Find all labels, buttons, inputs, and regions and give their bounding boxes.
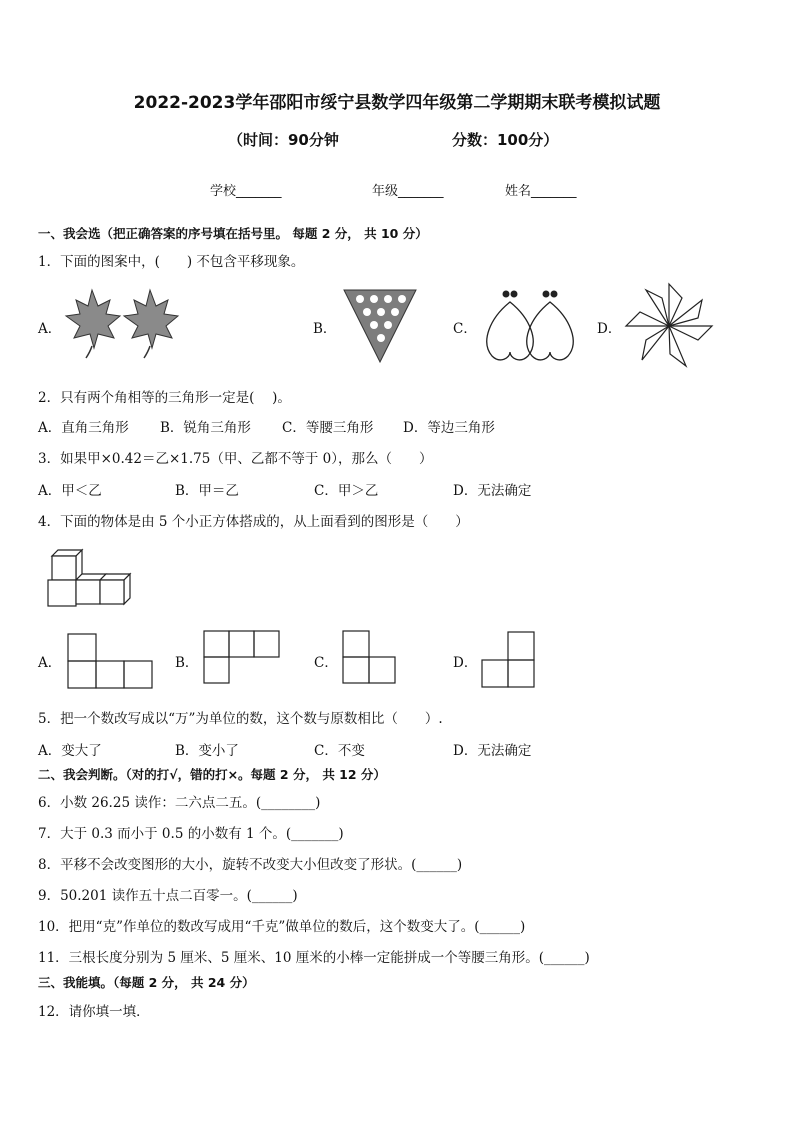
- option-label: B．: [313, 321, 337, 337]
- option-b: B．锐角三角形: [160, 420, 251, 436]
- triangle-with-flowers-icon: [342, 288, 418, 364]
- question-12: 12．请你填一填．: [38, 1004, 150, 1020]
- question-2: 2．只有两个角相等的三角形一定是( )。: [38, 390, 291, 406]
- option-label: D．: [597, 321, 622, 337]
- total-score: 分数：100分）: [452, 131, 559, 149]
- option-b: B．甲＝乙: [175, 483, 239, 499]
- option-label: A．: [38, 655, 62, 671]
- option-d: D．无法确定: [453, 743, 532, 759]
- option-label: C．: [314, 655, 338, 671]
- section-heading: 二、我会判断。（对的打√，错的打×。每题 2 分， 共 12 分）: [38, 767, 386, 782]
- option-c: C．不变: [314, 743, 365, 759]
- question-4: 4．下面的物体是由 5 个小正方体搭成的，从上面看到的图形是（ ）: [38, 514, 469, 530]
- option-b: B．变小了: [175, 743, 239, 759]
- school-field: 学校_______: [210, 184, 282, 199]
- option-label: C．: [453, 321, 477, 337]
- question-1: 1．下面的图案中，( ) 不包含平移现象。: [38, 254, 305, 270]
- section-heading: 一、我会选（把正确答案的序号填在括号里。 每题 2 分， 共 10 分）: [38, 226, 428, 241]
- option-label: A．: [38, 321, 62, 337]
- time-limit: （时间：90分钟: [228, 131, 339, 149]
- option-a: A．直角三角形: [38, 420, 129, 436]
- option-label: B．: [175, 655, 199, 671]
- name-field: 姓名_______: [505, 184, 577, 199]
- top-view-c-icon: [342, 630, 398, 686]
- question-8: 8．平移不会改变图形的大小，旋转不改变大小但改变了形状。(______): [38, 857, 463, 873]
- top-view-b-icon: [203, 630, 281, 686]
- question-10: 10．把用“克”作单位的数改写成用“千克”做单位的数后，这个数变大了。(______): [38, 919, 526, 935]
- cube-stack-icon: [46, 546, 138, 610]
- question-7: 7．大于 0.3 而小于 0.5 的小数有 1 个。(_______): [38, 826, 344, 842]
- top-view-d-icon: [481, 631, 537, 689]
- option-d: D．无法确定: [453, 483, 532, 499]
- pinwheel-icon: [624, 282, 714, 370]
- option-c: C．等腰三角形: [282, 420, 374, 436]
- option-a: A．变大了: [38, 743, 102, 759]
- question-3: 3．如果甲×0.42＝乙×1.75（甲、乙都不等于 0），那么（ ）: [38, 451, 433, 467]
- option-c: C．甲＞乙: [314, 483, 379, 499]
- option-a: A．甲＜乙: [38, 483, 102, 499]
- section-heading: 三、我能填。（每题 2 分， 共 24 分）: [38, 975, 255, 990]
- option-label: D．: [453, 655, 478, 671]
- question-9: 9．50.201 读作五十点二百零一。(______): [38, 888, 298, 904]
- page-title: 2022-2023学年邵阳市绥宁县数学四年级第二学期期末联考模拟试题: [133, 93, 661, 113]
- grade-field: 年级_______: [372, 184, 444, 199]
- question-5: 5．把一个数改写成以“万”为单位的数，这个数与原数相比（ ）.: [38, 711, 443, 727]
- question-6: 6．小数 26.25 读作：二六点二五。(________): [38, 795, 321, 811]
- top-view-a-icon: [67, 633, 153, 689]
- maple-leaves-icon: [62, 288, 182, 360]
- hanging-hearts-icon: [480, 288, 580, 364]
- question-11: 11．三根长度分别为 5 厘米、5 厘米、10 厘米的小棒一定能拼成一个等腰三角形。(______): [38, 950, 590, 966]
- option-d: D．等边三角形: [403, 420, 495, 436]
